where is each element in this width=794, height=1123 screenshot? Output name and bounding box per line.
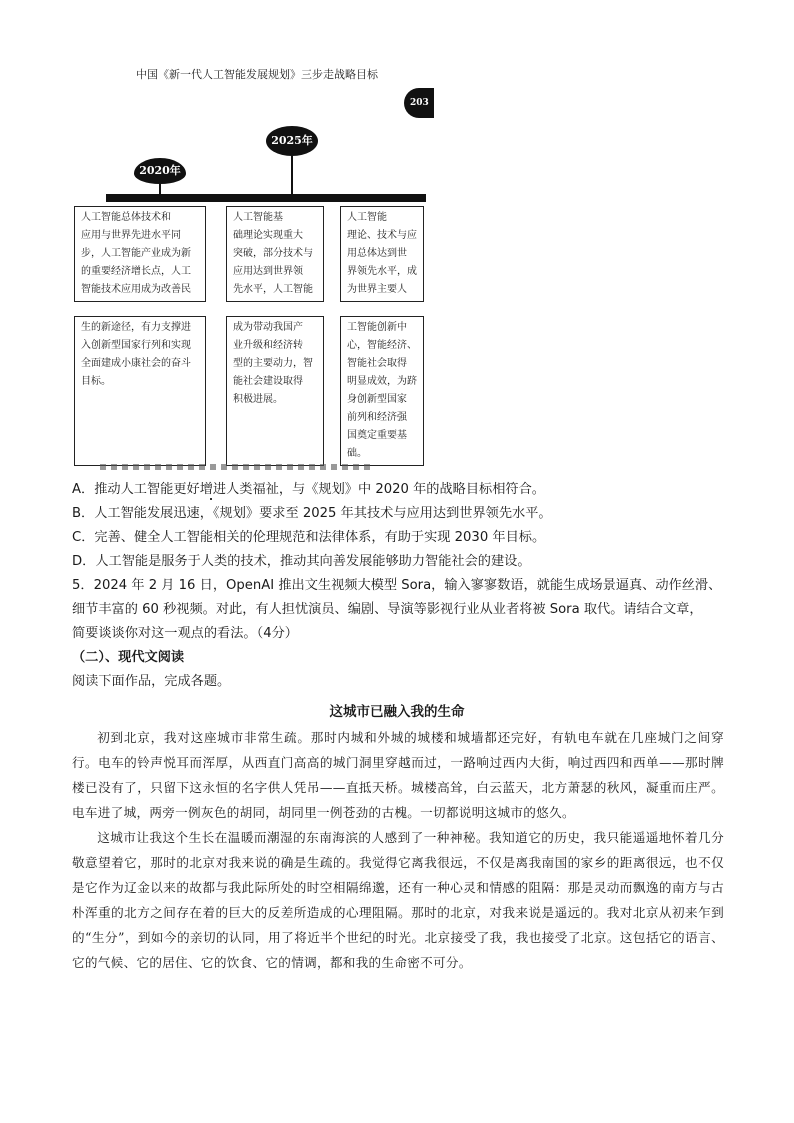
pin-2025-stem bbox=[291, 156, 293, 194]
cell-line: 积极进展。 bbox=[233, 394, 283, 405]
cell-2020-bottom bbox=[74, 316, 206, 466]
cell-line: 先水平，人工智能 bbox=[233, 284, 313, 295]
cell-2020-top bbox=[74, 206, 206, 302]
pin-2025-label: 2025年 bbox=[266, 126, 318, 156]
timeline-bar bbox=[106, 194, 426, 202]
question-5-line-3: 简要谈谈你对这一观点的看法。（4分） bbox=[72, 626, 298, 641]
figure-title: 中国《新一代人工智能发展规划》三步走战略目标 bbox=[136, 68, 378, 81]
essay-body bbox=[72, 725, 724, 975]
cell-line: 智能技术应用成为改善民 bbox=[81, 284, 191, 295]
option-b: B．人工智能发展迅速，《规划》要求至 2025 年其技术与应用达到世界领先水平。 bbox=[72, 506, 552, 521]
cell-line: 明显成效，为跻 bbox=[347, 376, 417, 387]
cell-2030-bottom bbox=[340, 316, 424, 466]
cell-line: 心，智能经济、 bbox=[347, 340, 417, 351]
cell-line: 前列和经济强 bbox=[347, 412, 407, 423]
cell-line: 的重要经济增长点，人工 bbox=[81, 266, 191, 277]
reading-instruction: 阅读下面作品，完成各题。 bbox=[72, 674, 231, 689]
cell-line: 目标。 bbox=[81, 376, 111, 387]
essay-paragraph-1: 初到北京，我对这座城市非常生疏。那时内城和外城的城楼和城墙都还完好，有轨电车就在几座城门之间穿行。电车的铃声悦耳而浑厚，从西直门高高的城门洞里穿越而过，一路响过西内大街，响过西四和西单——那时牌楼已没有了，只留下这永恒的名字供人凭吊——直抵天桥。城楼高耸，白云蓝天，北方萧瑟的秋风，凝重而庄严。电车进了城，两旁一例灰色的胡同，胡同里一例苍劲的古槐。一切都说明这城市的悠久。 bbox=[72, 730, 724, 820]
section-heading: （二）、现代文阅读 bbox=[72, 650, 185, 665]
cell-line: 国奠定重要基 bbox=[347, 430, 407, 441]
question-5-line-2: 细节丰富的 60 秒视频。对此，有人担忧演员、编剧、导演等影视行业从业者将被 Sora 取代。请结合文章， bbox=[72, 602, 703, 617]
question-5-line-1: 5．2024 年 2 月 16 日，OpenAI 推出文生视频大模型 Sora，输入寥寥数语，就能生成场景逼真、动作丝滑、 bbox=[72, 578, 722, 593]
pin-2020-label: 2020年 bbox=[134, 158, 186, 184]
cell-line: 础。 bbox=[347, 448, 367, 459]
cell-2030-top bbox=[340, 206, 424, 302]
option-c: C．完善、健全人工智能相关的伦理规范和法律体系，有助于实现 2030 年目标。 bbox=[72, 530, 546, 545]
cell-2025-top bbox=[226, 206, 324, 302]
cell-line: 入创新型国家行列和实现 bbox=[81, 340, 191, 351]
cell-line: 应用达到世界领 bbox=[233, 266, 303, 277]
cell-line: 突破，部分技术与 bbox=[233, 248, 313, 259]
cell-line: 型的主要动力，智 bbox=[233, 358, 313, 369]
cell-line: 人工智能 bbox=[347, 212, 387, 223]
answer-options bbox=[72, 478, 732, 694]
cell-line: 理论、技术与应 bbox=[347, 230, 417, 241]
strategy-figure bbox=[70, 60, 430, 472]
cell-line: 全面建成小康社会的奋斗 bbox=[81, 358, 191, 369]
cell-line: 身创新型国家 bbox=[347, 394, 407, 405]
cell-line: 人工智能总体技术和 bbox=[81, 212, 171, 223]
cell-line: 础理论实现重大 bbox=[233, 230, 303, 241]
option-a: A．推动人工智能更好增进人类福祉，与《规划》中 2020 年的战略目标相符合。 bbox=[72, 482, 545, 497]
pin-2020 bbox=[134, 158, 186, 196]
cell-line: 生的新途径，有力支撑进 bbox=[81, 322, 191, 333]
cell-line: 成为带动我国产 bbox=[233, 322, 303, 333]
essay-title: 这城市已融入我的生命 bbox=[329, 704, 465, 720]
cropped-text-remnant bbox=[100, 464, 370, 470]
essay-paragraph-2: 这城市让我这个生长在温暖而潮湿的东南海滨的人感到了一种神秘。我知道它的历史，我只能遥遥地怀着几分敬意望着它，那时的北京对我来说的确是生疏的。我觉得它离我很远，不仅是离我南国的家乡的距离很远，也不仅是它作为辽金以来的故都与我此际所处的时空相隔绵邈，还有一种心灵和情感的阻隔：那是灵动而飘逸的南方与古朴浑重的北方之间存在着的巨大的反差所造成的心理阻隔。那时的北京，对我来说是遥远的。我对北京从初来乍到的“生分”，到如今的亲切的认同，用了将近半个世纪的时光。北京接受了我，我也接受了北京。这包括它的语言、它的气候、它的居住、它的饮食、它的情调，都和我的生命密不可分。 bbox=[72, 830, 724, 970]
cell-line: 业升级和经济转 bbox=[233, 340, 303, 351]
cell-line: 界领先水平，成 bbox=[347, 266, 417, 277]
option-d: D．人工智能是服务于人类的技术，推动其向善发展能够助力智能社会的建设。 bbox=[72, 554, 531, 569]
cell-2025-bottom bbox=[226, 316, 324, 466]
pin-2025 bbox=[266, 126, 318, 194]
cell-line: 工智能创新中 bbox=[347, 322, 407, 333]
cell-line: 步，人工智能产业成为新 bbox=[81, 248, 191, 259]
cell-line: 为世界主要人 bbox=[347, 284, 407, 295]
cropped-2030-pin: 203 bbox=[404, 88, 434, 118]
cell-line: 人工智能基 bbox=[233, 212, 283, 223]
cell-line: 用总体达到世 bbox=[347, 248, 407, 259]
cell-line: 能社会建设取得 bbox=[233, 376, 303, 387]
cell-line: 应用与世界先进水平同 bbox=[81, 230, 181, 241]
cell-line: 智能社会取得 bbox=[347, 358, 407, 369]
